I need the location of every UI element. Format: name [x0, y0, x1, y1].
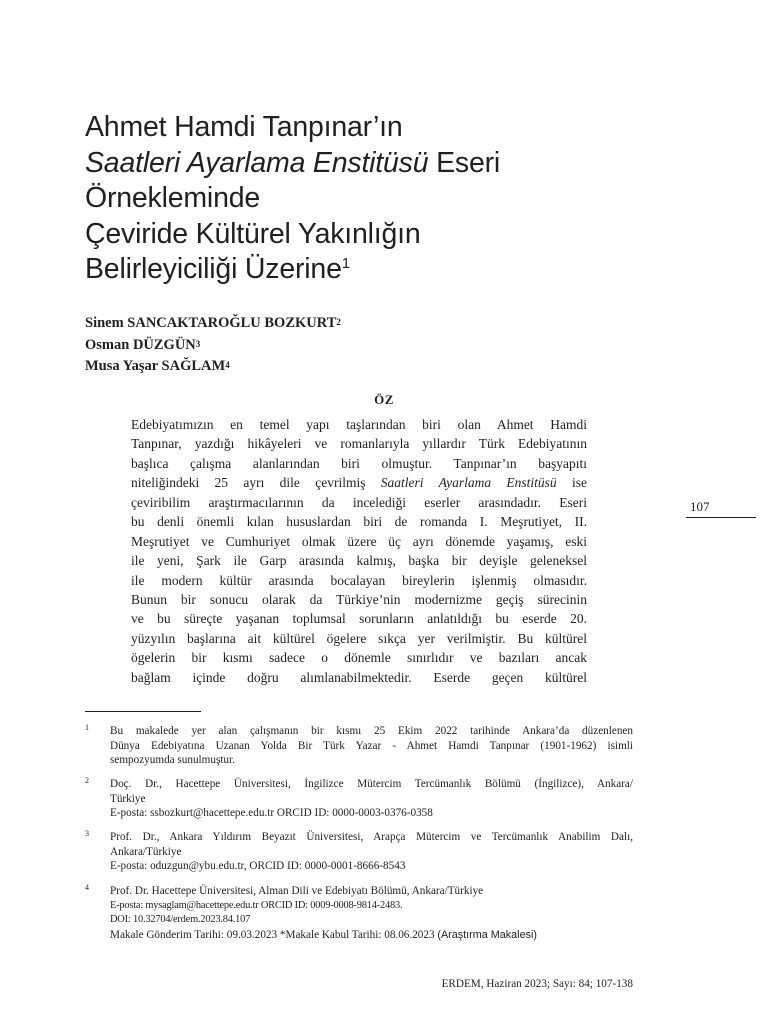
- title-line-4: Çeviride Kültürel Yakınlığın: [85, 217, 421, 250]
- footnote-line: E-posta: mysaglam@hacettepe.edu.tr ORCID ID: 0009-0008-9814-2483.: [110, 899, 403, 911]
- footnote-body: [110, 884, 633, 942]
- footnote-line: E-posta: ssbozkurt@hacettepe.edu.tr ORCID ID: 0000-0003-0376-0358: [110, 807, 433, 819]
- abstract-line: ve bu süreçte yaşanan toplumsal sorunların anlatıldığı bu eserde 20.: [131, 611, 587, 627]
- title-footnote-mark: 1: [341, 255, 350, 272]
- abstract-line: Meşrutiyet ve Cumhuriyet olmak üzere üç ayrı dönemde yaşamış, eski: [131, 533, 587, 549]
- abstract-line: Edebiyatımızın en temel yapı taşlarından biri olan Ahmet Hamdi: [131, 417, 587, 432]
- abstract-book-name: Saatleri Ayarlama Enstitüsü: [380, 475, 557, 491]
- author-3: [85, 356, 341, 378]
- article-title: [85, 110, 645, 288]
- author-name: Osman DÜZGÜN: [85, 336, 196, 353]
- abstract-line: Tanpınar, yazdığı hikâyeleri ve romanlarıyla yıllardır Türk Edebiyatının: [131, 436, 587, 452]
- abstract-line: bağlam içinde doğru alımlanabilmektedir. Eserde geçen kültürel: [131, 669, 587, 685]
- journal-footer: ERDEM, Haziran 2023; Sayı: 84; 107-138: [441, 978, 633, 990]
- abstract-body: [131, 415, 587, 687]
- footnote-line: Ankara/Türkiye: [110, 845, 182, 858]
- abstract-line: bu denli önemli kılan hususlardan biri de romanda I. Meşrutiyet, II.: [131, 514, 587, 530]
- author-footnote-mark: 4: [225, 360, 230, 370]
- abstract-line: [131, 473, 587, 492]
- footnote-line: Prof. Dr., Ankara Yıldırım Beyazıt Üniversitesi, Arapça Mütercim ve Tercümanlık Anabilim Dalı,: [110, 831, 633, 843]
- footnote-dates: Makale Gönderim Tarihi: 09.03.2023 *Makale Kabul Tarihi: 08.06.2023: [110, 928, 438, 941]
- footnote-body: [110, 830, 633, 874]
- footnote-mark: 2: [85, 776, 89, 785]
- footnote-line: Türkiye: [110, 792, 146, 805]
- footnote-line: Prof. Dr. Hacettepe Üniversitesi, Alman Dili ve Edebiyatı Bölümü, Ankara/Türkiye: [110, 885, 484, 897]
- author-footnote-mark: 2: [336, 317, 341, 327]
- abstract-line: çeviribilim araştırmacılarının da incelediği eserler arasındadır. Eseri: [131, 494, 587, 510]
- footnote-mark: 1: [85, 723, 89, 732]
- title-line-2-rest: Eseri: [428, 146, 501, 179]
- abstract-heading: ÖZ: [374, 392, 394, 407]
- abstract-line: ile modern kültür arasında bocalayan bireylerin işlenmiş olmasıdır.: [131, 572, 587, 588]
- title-line-3: Örnekleminde: [85, 182, 261, 214]
- title-line-1: Ahmet Hamdi Tanpınar’ın: [85, 111, 403, 143]
- abstract-line: başlıca çalışma alanlarından biri olmuştur. Tanpınar’ın başyapıtı: [131, 455, 587, 471]
- author-footnote-mark: 3: [195, 338, 201, 349]
- abstract-line: yüzyılın başlarına ait kültürel ögelere sıkça yer verilmiştir. Bu kültürel: [131, 630, 587, 646]
- footnote-line: E-posta: oduzgun@ybu.edu.tr, ORCID ID: 0000-0001-8666-8543: [110, 860, 406, 872]
- page-number-rule: [686, 517, 756, 518]
- footnote-line: Doç. Dr., Hacettepe Üniversitesi, İngilizce Mütercim Tercümanlık Bölümü (İngilizce), Ankara/: [110, 778, 633, 790]
- page-number: 107: [690, 499, 710, 514]
- title-line-5: [85, 252, 645, 288]
- footnote-line: sempozyumda sunulmuştur.: [110, 754, 235, 766]
- abstract-text: ise: [556, 475, 587, 491]
- abstract-line: ögelerin bir kısmı sadece o dönemle sınırlıdır ve bazıları ancak: [131, 650, 587, 666]
- footnote-line: DOI: 10.32704/erdem.2023.84.107: [110, 914, 251, 925]
- footnote-line: Dünya Edebiyatına Uzanan Yolda Bir Türk Yazar - Ahmet Hamdi Tanpınar (1901-1962) isimli: [110, 739, 633, 752]
- author-list: [85, 313, 341, 378]
- footnote-line: Bu makalede yer alan çalışmanın bir kısmı 25 Ekim 2022 tarihinde Ankara’da düzenlenen: [110, 725, 633, 737]
- footnote-separator: [85, 711, 201, 712]
- title-book-name: Saatleri Ayarlama Enstitüsü: [85, 146, 429, 179]
- article-type: (Araştırma Makalesi): [437, 928, 537, 941]
- abstract-line: Bunun bir sonucu olarak da Türkiye’nin modernizme geçiş sürecinin: [131, 591, 587, 607]
- title-line-5-text: Belirleyiciliği Üzerine: [85, 253, 342, 285]
- author-name: Sinem SANCAKTAROĞLU BOZKURT: [85, 315, 337, 331]
- footnote-mark: 4: [85, 883, 89, 892]
- footnote-line: [110, 928, 633, 943]
- footnote-body: [110, 777, 633, 821]
- footnote-mark: 3: [85, 829, 89, 838]
- author-name: Musa Yaşar SAĞLAM: [85, 358, 226, 374]
- title-line-2: [85, 146, 645, 182]
- abstract-line: ile yeni, Şark ile Garp arasında kalmış, başka bir deyişle geleneksel: [131, 553, 587, 569]
- author-1: [85, 313, 341, 335]
- author-2: [85, 335, 341, 357]
- footnote-body: [110, 724, 633, 768]
- abstract-text: niteliğindeki 25 ayrı dile çevrilmiş: [131, 475, 381, 491]
